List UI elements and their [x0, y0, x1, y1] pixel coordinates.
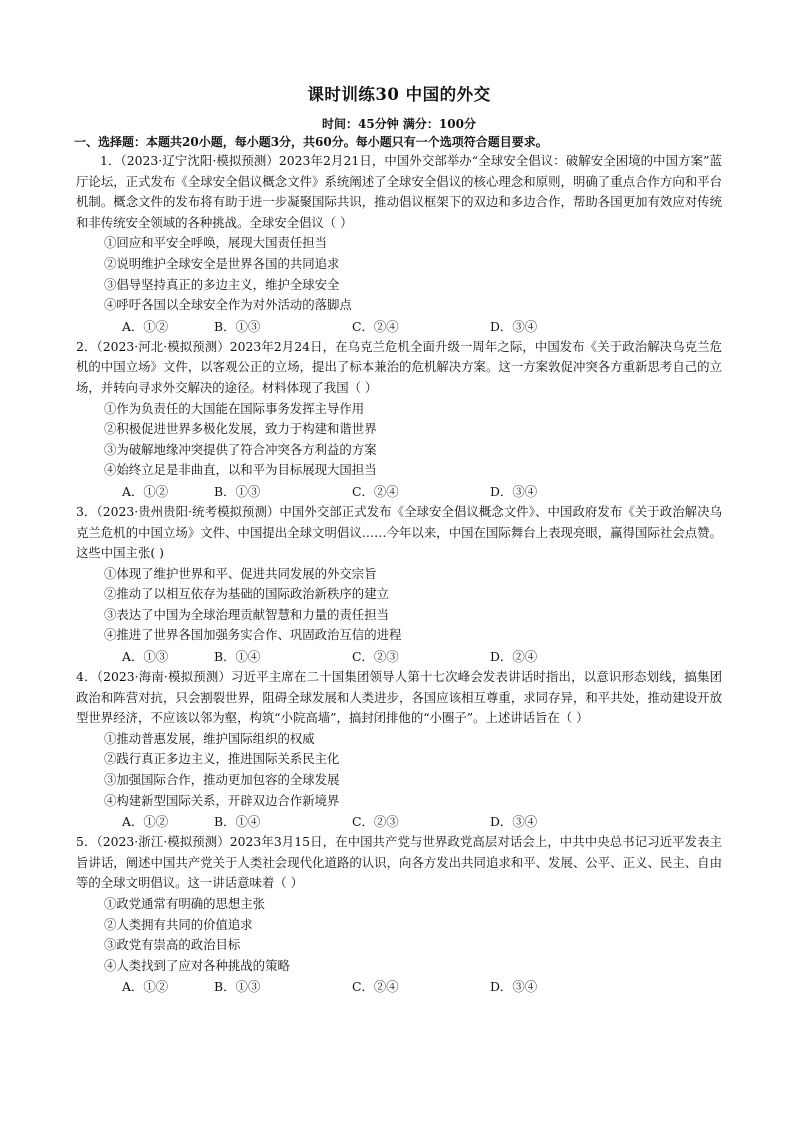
question-stem: 5．（2023·浙江·模拟预测）2023年3月15日，在中国共产党与世界政党高层对话会上，中共中央总书记习近平发表主旨讲话，阐述中国共产党关于人类社会现代化道路的认识，向各方发出共同追求和平、发展、公平、正义、民主、自由等的全球文明倡议。这一讲话意味着（ ） [76, 834, 722, 891]
choice-b: B．①④ [214, 814, 261, 830]
statement-1: ①推动普惠发展，维护国际组织的权威 [104, 730, 315, 746]
choice-d: D．③④ [490, 483, 538, 499]
choice-a: A．①② [122, 483, 169, 499]
choice-a: A．①② [122, 979, 169, 995]
choice-c: C．②④ [352, 483, 399, 499]
answer-choices [76, 976, 722, 997]
statement-3: ③表达了中国为全球治理贡献智慧和力量的责任担当 [104, 606, 389, 622]
statement-4: ④呼吁各国以全球安全作为对外活动的落脚点 [104, 297, 352, 313]
choice-a: A．①② [122, 318, 169, 334]
section-heading: 一、选择题：本题共20小题，每小题3分，共60分。每小题只有一个选项符合题目要求。 [74, 135, 548, 149]
exam-meta: 时间：45分钟 满分：100分 [322, 117, 476, 131]
statement-2: ②积极促进世界多极化发展，致力于构建和谐世界 [104, 421, 377, 437]
choice-b: B．①③ [214, 318, 261, 334]
choice-a: A．①② [122, 814, 169, 830]
statement-1: ①体现了维护世界和平、促进共同发展的外交宗旨 [104, 565, 377, 581]
page-title: 课时训练30 中国的外交 [307, 85, 491, 104]
choice-c: C．②④ [352, 979, 399, 995]
worksheet-page [76, 84, 722, 997]
statement-2: ②说明维护全球安全是世界各国的共同追求 [104, 255, 340, 271]
choice-a: A．①③ [122, 649, 169, 665]
question-stem: 2．（2023·河北·模拟预测）2023年2月24日，在乌克兰危机全面升级一周年之际，中国发布《关于政治解决乌克兰危机的中国立场》文件，以客观公正的立场，提出了标本兼治的危机解决方案。这一方案敦促冲突各方重新思考自己的立场，并转向寻求外交解决的途径。材料体现了我国（ ） [76, 338, 722, 395]
question-stem: 1．（2023·辽宁沈阳·模拟预测）2023年2月21日，中国外交部举办“全球安全倡议：破解安全困境的中国方案”蓝厅论坛，正式发布《全球安全倡议概念文件》系统阐述了全球安全倡议的核心理念和原则，明确了重点合作方向和平台机制。概念文件的发布将有助于进一步凝聚国际共识，推动倡议框架下的双边和多边合作，帮助各国更加有效应对传统和非传统安全领域的各种挑战。全球安全倡议（ ） [76, 153, 722, 230]
statement-1: ①作为负责任的大国能在国际事务发挥主导作用 [104, 400, 365, 416]
choice-c: C．②④ [352, 318, 399, 334]
statement-4: ④构建新型国际关系，开辟双边合作新境界 [104, 792, 340, 808]
statement-1: ①回应和平安全呼唤，展现大国责任担当 [104, 235, 328, 251]
question-stem: 4．（2023·海南·模拟预测）习近平主席在二十国集团领导人第十七次峰会发表讲话时指出，以意识形态划线，搞集团政治和阵营对抗，只会割裂世界，阻碍全球发展和人类进步，各国应该相互尊重，求同存异，和平共处，推动建设开放型世界经济，不应该以邻为壑，构筑“小院高墙”，搞封闭排他的“小圈子”。上述讲话旨在（ ） [76, 669, 722, 726]
question-1 [76, 151, 722, 337]
question-5 [76, 832, 722, 997]
statement-3: ③为破解地缘冲突提供了符合冲突各方利益的方案 [104, 441, 377, 457]
question-stem: 3．（2023·贵州贵阳·统考模拟预测）中国外交部正式发布《全球安全倡议概念文件》、中国政府发布《关于政治解决乌克兰危机的中国立场》文件、中国提出全球文明倡议……今年以来，中国在国际舞台上表现亮眼，赢得国际社会点赞。这些中国主张( ) [76, 503, 722, 561]
question-2 [76, 337, 722, 502]
answer-choices [76, 481, 722, 502]
choice-d: D．③④ [490, 979, 538, 995]
statement-3: ③政党有崇高的政治目标 [104, 937, 241, 953]
answer-choices [76, 316, 722, 337]
statement-2: ②践行真正多边主义，推进国际关系民主化 [104, 751, 340, 767]
statement-1: ①政党通常有明确的思想主张 [104, 896, 266, 911]
statement-4: ④推进了世界各国加强务实合作、巩固政治互信的进程 [104, 627, 402, 643]
choice-d: D．③④ [490, 318, 538, 334]
statement-4: ④人类找到了应对各种挑战的策略 [104, 957, 290, 973]
answer-choices [76, 811, 722, 832]
choice-c: C．②③ [352, 649, 399, 665]
choice-c: C．②③ [352, 814, 399, 830]
question-4 [76, 667, 722, 832]
answer-choices [76, 646, 722, 667]
statement-3: ③倡导坚持真正的多边主义，维护全球安全 [104, 276, 340, 292]
question-3 [76, 502, 722, 667]
statement-3: ③加强国际合作，推动更加包容的全球发展 [104, 772, 340, 788]
statement-2: ②推动了以相互依存为基础的国际政治新秩序的建立 [104, 586, 389, 602]
choice-d: D．③④ [490, 814, 538, 830]
statement-4: ④始终立足是非曲直，以和平为目标展现大国担当 [104, 462, 377, 478]
choice-b: B．①③ [214, 979, 261, 995]
choice-b: B．①③ [214, 483, 261, 499]
statement-2: ②人类拥有共同的价值追求 [104, 916, 253, 932]
choice-b: B．①④ [214, 649, 261, 665]
choice-d: D．②④ [490, 649, 538, 665]
